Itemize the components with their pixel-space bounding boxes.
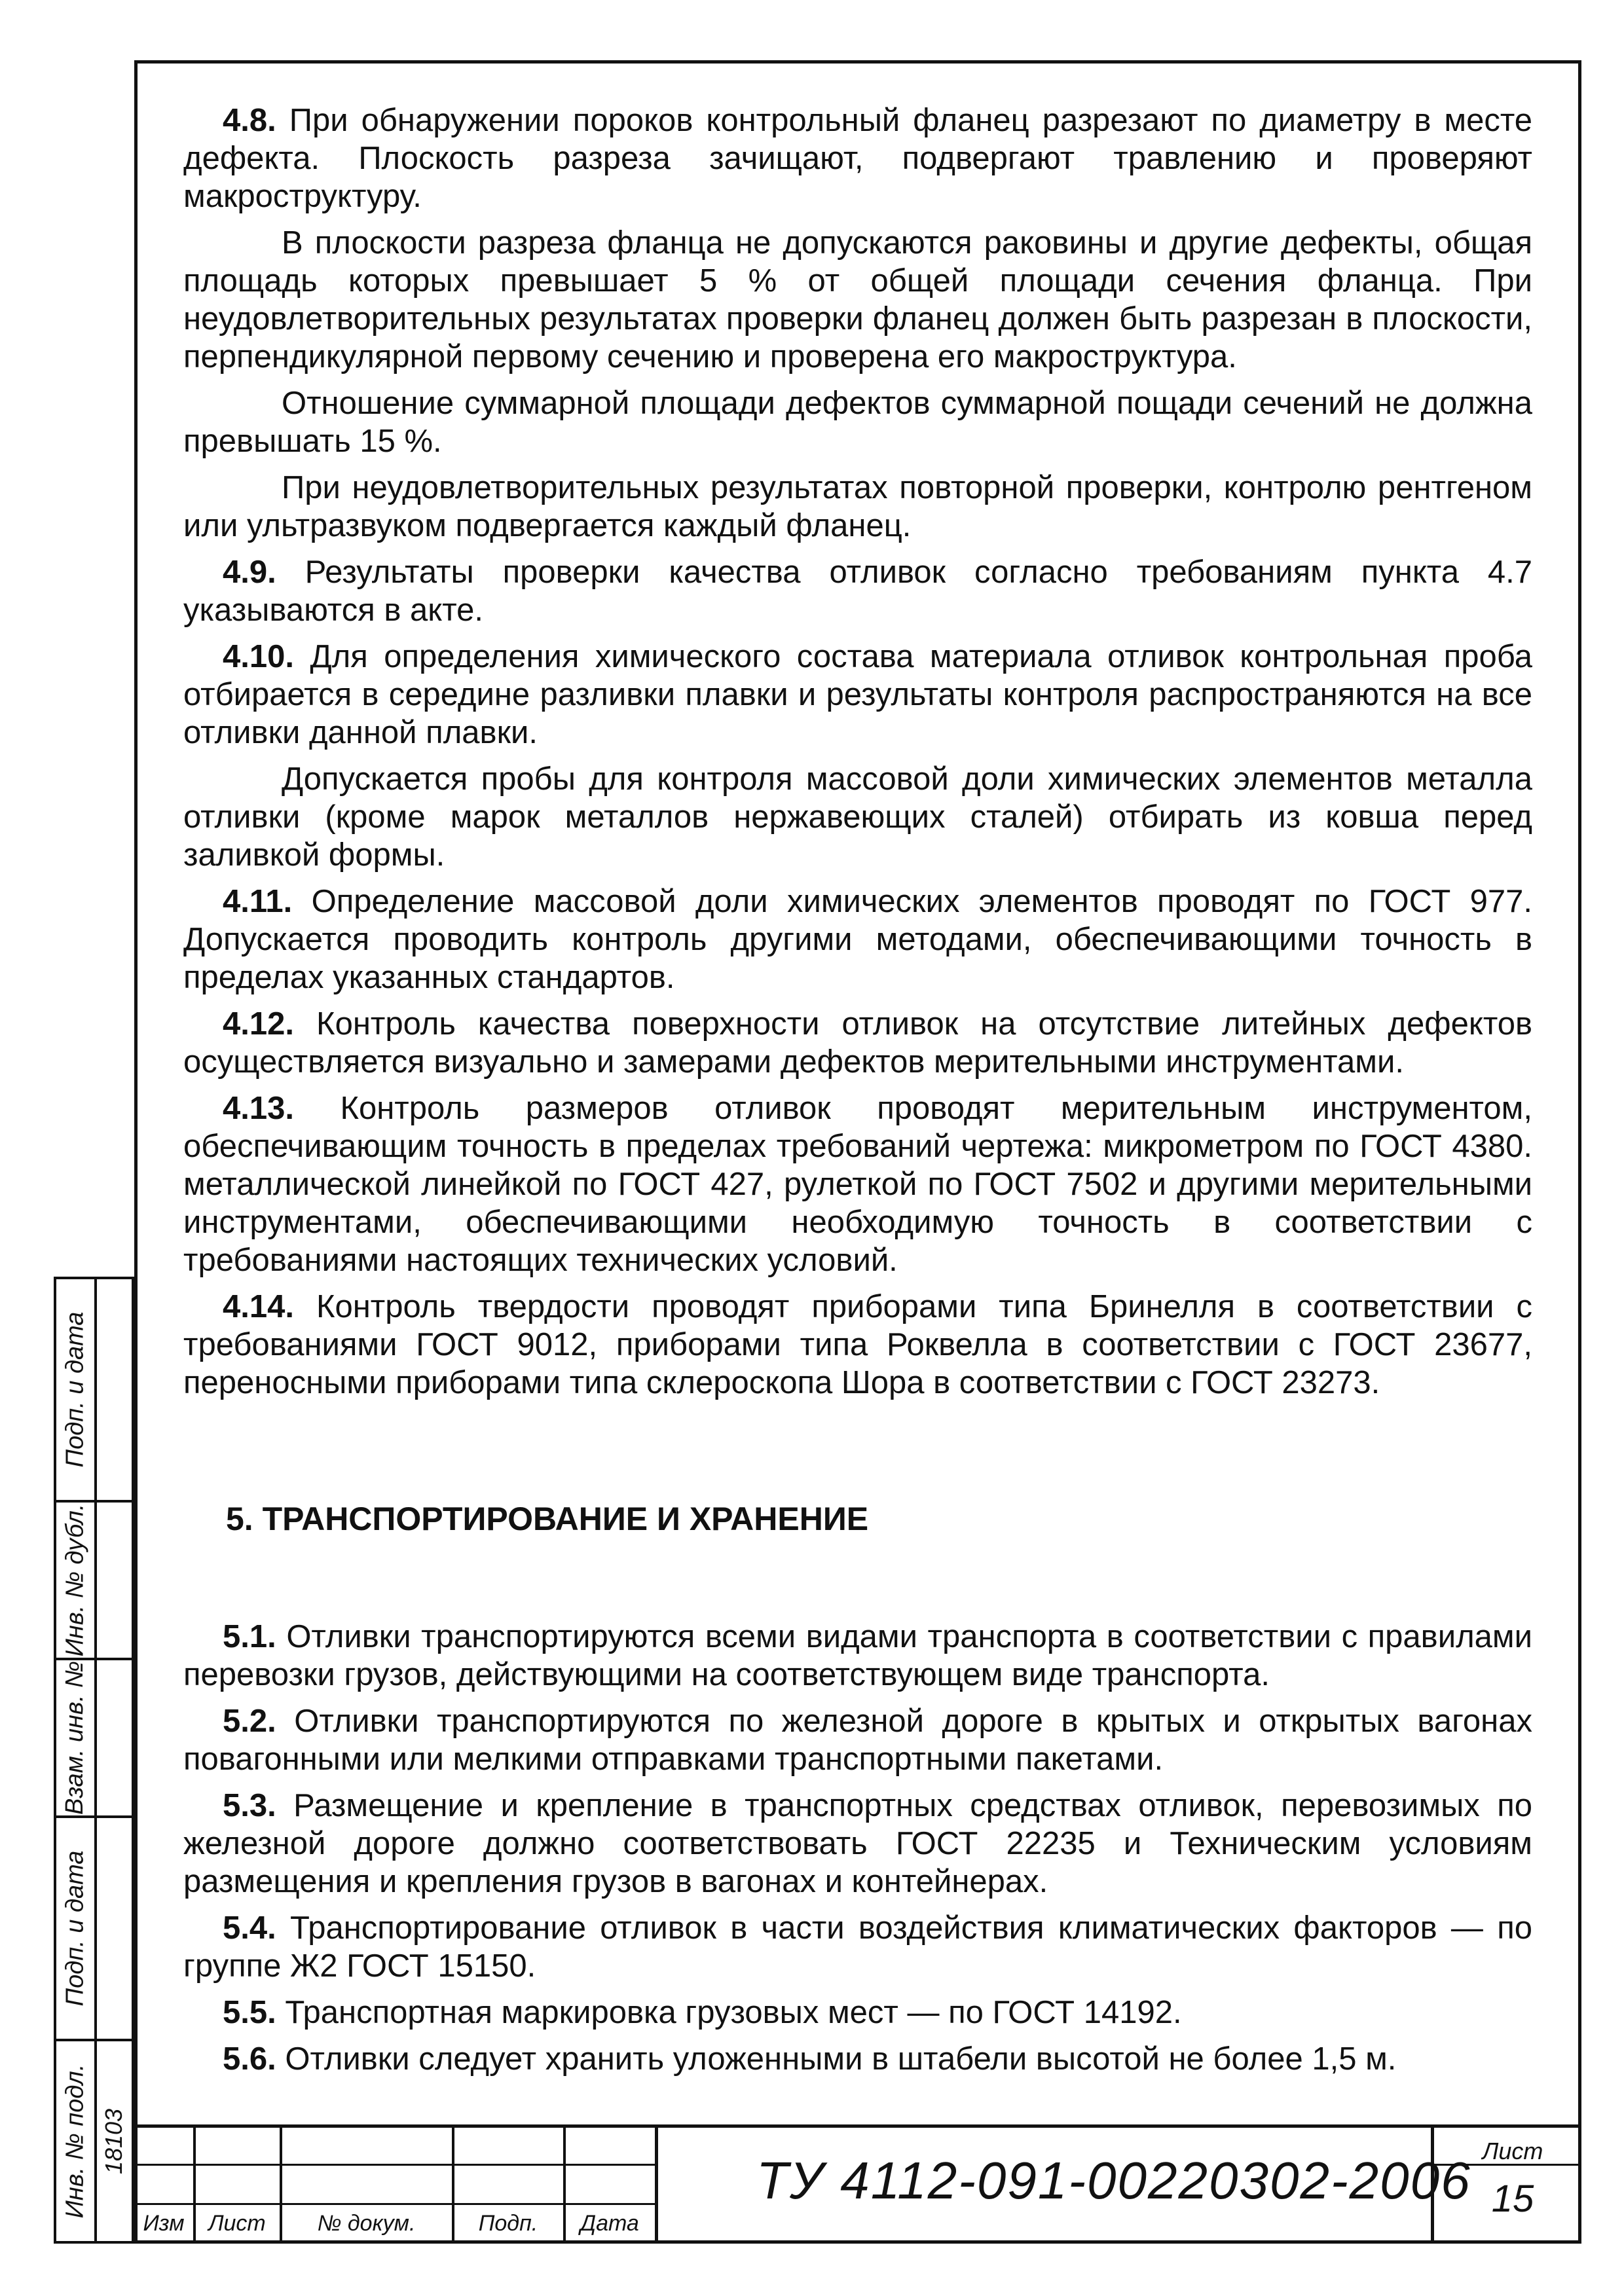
paragraph-4-11 (183, 883, 1532, 996)
clause-text: Транспортирование отливок в части воздействия климатических факторов — по группе Ж2 ГОСТ 15150. (183, 1910, 1532, 1984)
side-label: Подп. и дата (61, 1850, 89, 2007)
paragraph-5-6 (183, 2040, 1532, 2078)
document-body (183, 101, 1532, 2086)
paragraph: Допускается пробы для контроля массовой доли химических элементов металла отливки (кроме марок металлов нержавеющих сталей) отбирать из ковша перед заливкой формы. (183, 761, 1532, 873)
clause-text: Отливки транспортируются всеми видами транспорта в соответствии с правилами перевозки грузов, действующими на соответствующем виде транспорта. (183, 1619, 1532, 1692)
col-data: Дата (580, 2211, 639, 2236)
clause-number: 4.13. (223, 1091, 294, 1126)
clause-number: 5.3. (223, 1788, 276, 1823)
clause-number: 4.10. (223, 639, 294, 674)
sheet-number: 15 (1491, 2178, 1534, 2220)
paragraph-4-10 (183, 638, 1532, 752)
paragraph: При неудовлетворительных результатах повторной проверки, контролю рентгеном или ультразвуком подвергается каждый фланец. (183, 470, 1532, 543)
clause-text: Контроль качества поверхности отливок на отсутствие литейных дефектов осуществляется визуально и замерами дефектов мерительными инструментами. (183, 1006, 1532, 1080)
clause-text: При обнаружении пороков контрольный фланец разрезают по диаметру в месте дефекта. Плоскость разреза зачищают, подвергают травлению и проверяют макроструктуру. (183, 103, 1532, 214)
side-cell-podp-data-2 (54, 1815, 134, 2041)
side-label: Инв. № дубл. (61, 1503, 89, 1657)
paragraph-4-8 (183, 101, 1532, 215)
side-cell-inv-podl (54, 2039, 134, 2244)
clause-number: 5.4. (223, 1910, 276, 1946)
col-dokum: № докум. (317, 2211, 416, 2236)
clause-text: Размещение и крепление в транспортных средствах отливок, перевозимых по железной дороге должно соответствовать ГОСТ 22235 и Техническим условиям размещения и крепления грузов в вагонах и контейнерах. (183, 1788, 1532, 1899)
side-value-cell (94, 1660, 132, 1815)
clause-text: Отливки транспортируются по железной дороге в крытых и открытых вагонах повагонными или мелкими отправками транспортными пакетами. (183, 1704, 1532, 1777)
paragraph-5-5 (183, 1994, 1532, 2032)
clause-number: 4.12. (223, 1006, 294, 1042)
clause-text: Транспортная маркировка грузовых мест — по ГОСТ 14192. (285, 1995, 1182, 2030)
sheet-label: Лист (1482, 2138, 1543, 2164)
clause-number: 5.5. (223, 1995, 276, 2030)
side-value: 18103 (100, 2108, 128, 2174)
paragraph-4-9 (183, 553, 1532, 629)
clause-text: Результаты проверки качества отливок согласно требованиям пункта 4.7 указываются в акте. (183, 555, 1532, 628)
clause-text: Определение массовой доли химических элементов проводят по ГОСТ 977. Допускается проводить контроль другими методами, обеспечивающими точность в пределах указанных стандартов. (183, 884, 1532, 995)
side-value-cell (94, 1503, 132, 1658)
side-value-cell (94, 1818, 132, 2039)
clause-number: 4.11. (223, 884, 293, 919)
paragraph-4-12 (183, 1005, 1532, 1081)
clause-number: 5.1. (223, 1619, 276, 1654)
clause-number: 4.8. (223, 103, 276, 138)
paragraph-4-13 (183, 1089, 1532, 1279)
clause-text: Контроль твердости проводят приборами типа Бринелля в соответствии с требованиями ГОСТ 9012, приборами типа Роквелла в соответствии с ГОСТ 23677, переносными приборами типа склероскопа Шора в соответствии с ГОСТ 23273. (183, 1289, 1532, 1400)
document-code: ТУ 4112-091-00220302-2006 (756, 2151, 1471, 2210)
title-block (134, 2124, 1581, 2244)
col-list: Лист (208, 2211, 266, 2236)
paragraph-5-4 (183, 1909, 1532, 1985)
paragraph-5-2 (183, 1702, 1532, 1778)
col-podp: Подп. (478, 2211, 538, 2236)
side-label: Взам. инв. № (61, 1660, 89, 1815)
clause-number: 4.9. (223, 555, 276, 590)
clause-text: Отливки следует хранить уложенными в штабели высотой не более 1,5 м. (285, 2041, 1397, 2077)
paragraph-4-14 (183, 1288, 1532, 1402)
side-cell-vzam-inv (54, 1658, 134, 1818)
side-cell-podp-data-1 (54, 1277, 134, 1503)
clause-text: Контроль размеров отливок проводят мерительным инструментом, обеспечивающим точность в пределах требований чертежа: микрометром по ГОСТ 4380. металлической линейкой по ГОСТ 427, рулеткой по ГОСТ 7502 и другими мерительными инструментами, обеспечивающими необходимую точность в соответствии с требованиями настоящих технических условий. (183, 1091, 1532, 1278)
clause-text: Для определения химического состава материала отливок контрольная проба отбирается в середине разливки плавки и результаты контроля распространяются на все отливки данной плавки. (183, 639, 1532, 750)
col-izm: Изм (143, 2211, 185, 2236)
clause-number: 5.6. (223, 2041, 276, 2077)
clause-number: 4.14. (223, 1289, 294, 1324)
side-label: Подп. и дата (61, 1311, 89, 1468)
clause-number: 5.2. (223, 1704, 276, 1739)
paragraph: В плоскости разреза фланца не допускаются раковины и другие дефекты, общая площадь которых превышает 5 % от общей площади сечения фланца. При неудовлетворительных результатах проверки фланец должен быть разрезан в плоскости, перпендикулярной первому сечению и проверена его макроструктура. (183, 225, 1532, 374)
paragraph-5-3 (183, 1787, 1532, 1901)
section-heading: 5. ТРАНСПОРТИРОВАНИЕ И ХРАНЕНИЕ (226, 1501, 869, 1537)
paragraph: Отношение суммарной площади дефектов суммарной пощади сечений не должна превышать 15 %. (183, 386, 1532, 459)
side-label: Инв. № подл. (61, 2064, 89, 2219)
paragraph-5-1 (183, 1618, 1532, 1694)
side-value-cell (94, 1279, 132, 1500)
side-cell-inv-dubl (54, 1500, 134, 1660)
